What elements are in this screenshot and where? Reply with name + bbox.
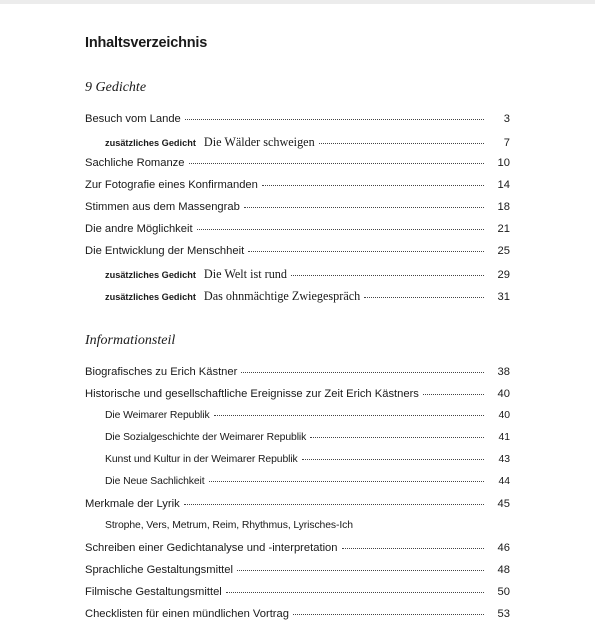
toc-entry-page: 38 <box>497 366 510 378</box>
toc-entry-label: Die Weimarer Republik <box>105 410 210 421</box>
toc-entry-label: Strophe, Vers, Metrum, Reim, Rhythmus, Lyrisches-Ich <box>105 520 353 531</box>
dot-leader <box>319 143 484 144</box>
toc-entry-label: Die Entwicklung der Menschheit <box>85 245 245 257</box>
toc-entry-page: 41 <box>498 432 510 443</box>
toc-entry-page: 50 <box>497 586 510 598</box>
toc-entry[interactable] <box>85 201 510 217</box>
dot-leader <box>214 415 484 416</box>
dot-leader <box>184 504 484 505</box>
toc-entry-extra[interactable] <box>85 289 510 305</box>
toc-entry-page: 48 <box>497 564 510 576</box>
dot-leader <box>342 548 485 549</box>
toc-entry-page: 40 <box>497 388 510 400</box>
toc-entry-label: Das ohnmächtige Zwiegespräch <box>203 289 361 303</box>
dot-leader <box>262 185 484 186</box>
toc-entry-extra[interactable] <box>85 267 510 283</box>
toc-entry-label: Die andre Möglichkeit <box>85 223 193 235</box>
toc-entry-page: 29 <box>497 269 510 281</box>
toc-subentry[interactable] <box>85 476 510 492</box>
toc-entry[interactable] <box>85 542 510 558</box>
toc-entry[interactable] <box>85 113 510 129</box>
toc-entry-label: Merkmale der Lyrik <box>85 498 180 510</box>
toc-entry-label: Besuch vom Lande <box>85 113 181 125</box>
toc-entry-page: 46 <box>497 542 510 554</box>
toc-entry-page: 31 <box>497 291 510 303</box>
toc-entry[interactable] <box>85 586 510 602</box>
toc-entry-page: 18 <box>497 201 510 213</box>
toc-entry-page: 10 <box>497 157 510 169</box>
toc-entry-page: 14 <box>497 179 510 191</box>
dot-leader <box>189 163 485 164</box>
toc-subentry[interactable] <box>85 432 510 448</box>
top-edge-bar <box>0 0 595 4</box>
toc-entry-page: 21 <box>497 223 510 235</box>
extra-poem-tag: zusätzliches Gedicht <box>105 270 196 280</box>
toc-entry-page: 45 <box>497 498 510 510</box>
toc-entry-page: 43 <box>498 454 510 465</box>
dot-leader <box>302 459 484 460</box>
dot-leader <box>237 570 484 571</box>
toc-entry-page: 44 <box>498 476 510 487</box>
toc-entry-label: Zur Fotografie eines Konfirmanden <box>85 179 258 191</box>
toc-entry[interactable] <box>85 564 510 580</box>
toc-entry-label: Biografisches zu Erich Kästner <box>85 366 238 378</box>
dot-leader <box>293 614 484 615</box>
toc-entry-page: 3 <box>503 113 510 125</box>
toc-entry-page: 7 <box>503 137 510 149</box>
toc-entry-extra[interactable] <box>85 135 510 151</box>
toc-subentry[interactable] <box>85 454 510 470</box>
section-heading-gedichte: 9 Gedichte <box>85 80 147 95</box>
toc-entry-label: Die Welt ist rund <box>203 267 287 281</box>
toc-entry[interactable] <box>85 223 510 239</box>
toc-entry[interactable] <box>85 388 510 404</box>
toc-entry-label: Historische und gesellschaftliche Ereignisse zur Zeit Erich Kästners <box>85 388 419 400</box>
dot-leader <box>291 275 484 276</box>
toc-subentry[interactable] <box>85 410 510 426</box>
page-title: Inhaltsverzeichnis <box>85 35 208 51</box>
toc-entry-page: 25 <box>497 245 510 257</box>
extra-poem-tag: zusätzliches Gedicht <box>105 292 196 302</box>
toc-entry[interactable] <box>85 608 510 624</box>
toc-entry-label: Die Sozialgeschichte der Weimarer Republik <box>105 432 307 443</box>
toc-entry[interactable] <box>85 179 510 195</box>
toc-entry-label: Sprachliche Gestaltungsmittel <box>85 564 233 576</box>
toc-entry-label: Die Neue Sachlichkeit <box>105 476 205 487</box>
toc-entry-label: Schreiben einer Gedichtanalyse und -interpretation <box>85 542 338 554</box>
section-heading-informationsteil: Informationsteil <box>85 333 176 348</box>
toc-entry-page: 40 <box>498 410 510 421</box>
dot-leader <box>185 119 484 120</box>
dot-leader <box>241 372 484 373</box>
toc-entry-label: Stimmen aus dem Massengrab <box>85 201 240 213</box>
dot-leader <box>423 394 484 395</box>
toc-entry[interactable] <box>85 157 510 173</box>
toc-subentry <box>85 520 510 536</box>
dot-leader <box>197 229 484 230</box>
dot-leader <box>364 297 484 298</box>
toc-entry-label: Kunst und Kultur in der Weimarer Republik <box>105 454 298 465</box>
dot-leader <box>209 481 484 482</box>
dot-leader <box>248 251 484 252</box>
toc-entry-page: 53 <box>497 608 510 620</box>
toc-entry[interactable] <box>85 366 510 382</box>
toc-entry-label: Checklisten für einen mündlichen Vortrag <box>85 608 289 620</box>
toc-entry[interactable] <box>85 245 510 261</box>
toc-entry-label: Sachliche Romanze <box>85 157 185 169</box>
toc-entry-label: Die Wälder schweigen <box>203 135 315 149</box>
toc-entry[interactable] <box>85 498 510 514</box>
toc-entry-label: Filmische Gestaltungsmittel <box>85 586 222 598</box>
dot-leader <box>310 437 484 438</box>
dot-leader <box>226 592 484 593</box>
extra-poem-tag: zusätzliches Gedicht <box>105 138 196 148</box>
dot-leader <box>244 207 484 208</box>
